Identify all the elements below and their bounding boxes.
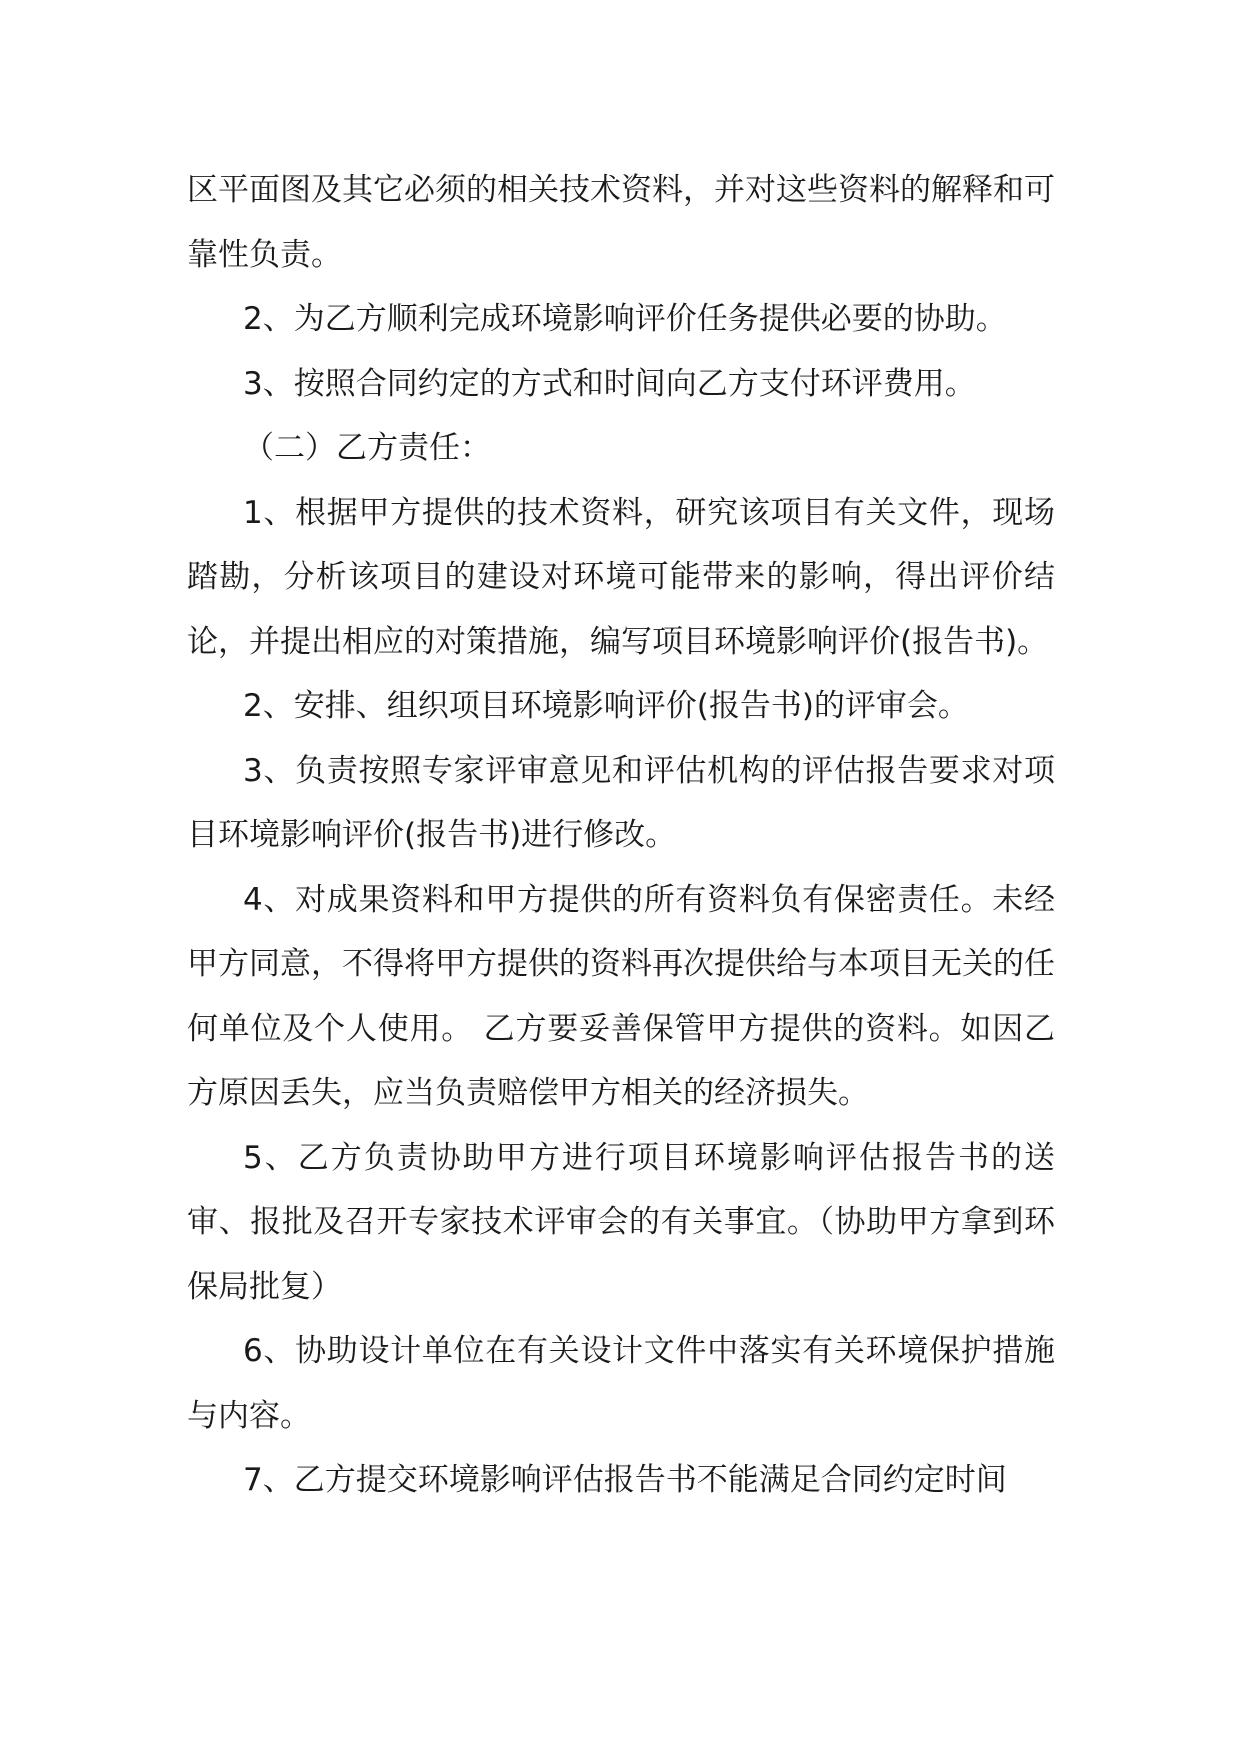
paragraph-2: 2、为乙方顺利完成环境影响评价任务提供必要的协助。 (243, 301, 1007, 337)
paragraph-11: 7、乙方提交环境影响评估报告书不能满足合同约定时间 (243, 1462, 1007, 1498)
paragraph-1: 区平面图及其它必须的相关技术资料，并对这些资料的解释和可靠性负责。 (187, 172, 1055, 273)
paragraph-7: 3、负责按照专家评审意见和评估机构的评估报告要求对项目环境影响评价(报告书)进行修改。 (187, 752, 1055, 853)
document-body (187, 158, 1055, 1513)
paragraph-10: 6、协助设计单位在有关设计文件中落实有关环境保护措施与内容。 (187, 1333, 1055, 1434)
paragraph-5: 1、根据甲方提供的技术资料，研究该项目有关文件，现场踏勘，分析该项目的建设对环境可能带来的影响，得出评价结论，并提出相应的对策措施，编写项目环境影响评价(报告书)。 (187, 494, 1055, 660)
paragraph-8: 4、对成果资料和甲方提供的所有资料负有保密责任。未经甲方同意，不得将甲方提供的资料再次提供给与本项目无关的任何单位及个人使用。 乙方要妥善保管甲方提供的资料。如因乙方原因丢失，应当负责赔偿甲方相关的经济损失。 (187, 881, 1055, 1111)
paragraph-3: 3、按照合同约定的方式和时间向乙方支付环评费用。 (243, 365, 976, 402)
section-heading-party-b-duties: （二）乙方责任： (243, 430, 491, 466)
paragraph-9: 5、乙方负责协助甲方进行项目环境影响评估报告书的送审、报批及召开专家技术评审会的有关事宜。（协助甲方拿到环保局批复） (187, 1139, 1055, 1305)
paragraph-6: 2、安排、组织项目环境影响评价(报告书)的评审会。 (243, 688, 969, 724)
